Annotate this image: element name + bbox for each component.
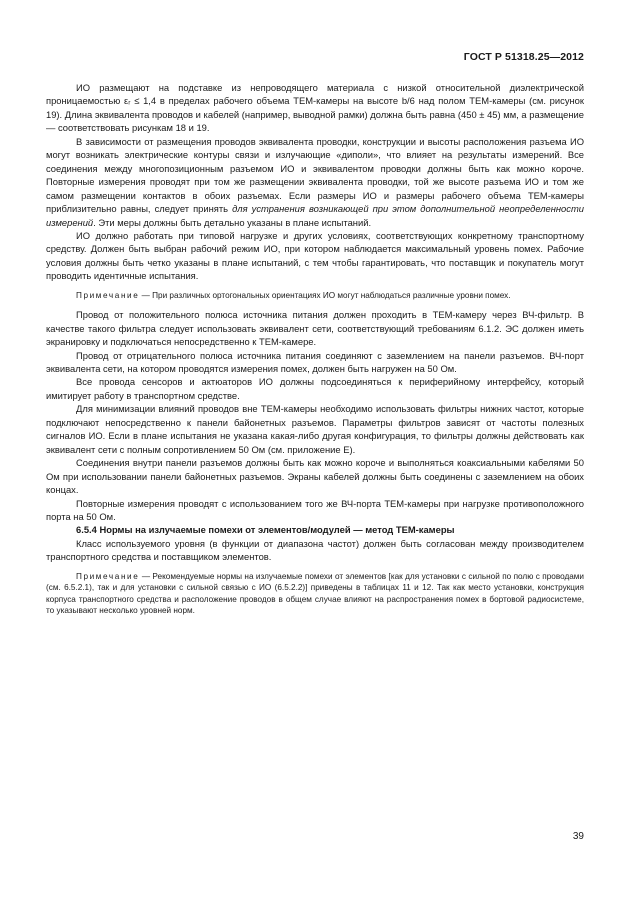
note-label: Примечание [76,290,140,300]
note [46,571,584,617]
page-body [46,81,584,616]
paragraph [46,135,584,229]
italic-emphasis: для устранения возникающей при этом дополнительной неопределенности измерений [46,203,584,228]
section-heading: 6.5.4 Нормы на излучаемые помехи от элементов/модулей — метод ТЕМ-камеры [76,524,455,536]
paragraph: Класс используемого уровня (в функции от диапазона частот) должен быть согласован между производителем транспортного средства и поставщиком элементов. [46,537,584,563]
paragraph: Провод от отрицательного полюса источника питания соединяют с заземлением на панели разъемов. ВЧ-порт эквивалента сети, на котором проводятся измерения помех, должен быть нагружен на 50 Ом. [46,349,584,375]
paragraph: Повторные измерения проводят с использованием того же ВЧ-порта ТЕМ-камеры при нагрузке противоположного порта на 50 Ом. [46,497,584,522]
paragraph: ИО должно работать при типовой нагрузке и других условиях, соответствующих конкретному транспортному средству. Должен быть выбран рабочий режим ИО, при котором наблюдается максимальный уровень помех. Рабочие условия должны быть четко указаны в плане испытаний, с тем чтобы гарантировать, что поставщик и покупатель могут проводить идентичные испытания. [46,229,584,282]
note-label: Примечание [76,571,140,581]
note-text: — Рекомендуемые нормы на излучаемые помехи от элементов [как для установки с сильной по полю с проводами (см. 6.5.2.1), так и для установки с сильной связью с ИО (6.5.2.2)] приведены в таблицах 11 и 12. Так как место установки, конструкция корпуса транспортного средства и расположение проводов в общем случае влияют на распространения помех в бортовой радиосистеме, то указывают несколько уровней норм. [46,571,584,616]
paragraph: ИО размещают на подставке из непроводящего материала с низкой относительной диэлектрической проницаемостью εᵣ ≤ 1,4 в пределах рабочего объема ТЕМ-камеры на высоте b/6 над полом ТЕМ-камеры (см. рисунок 19). Длина эквивалента проводов и кабелей (например, выводной рамки) должна быть равна (450 ± 45) мм, а размещение — соответствовать рисункам 18 и 19. [46,82,584,134]
paragraph-text: В зависимости от размещения проводов эквивалента проводки, конструкции и высоты расположения разъема ИО могут возникать электрические контуры связи и излучающие «диполи», что влияет на результаты измерений. Все соединения между многопозиционным разъемом ИО и эквивалентом проводки должны быть как можно короче. Повторные измерения проводят при том же размещении эквивалента проводки, той же высоте разъема ИО и том же самом размещении контактов в обоих разъемах. Если размеры ИО и размеры рабочего объема ТЕМ-камеры приблизительно равны, следует принять [46,135,584,215]
paragraph: Провод от положительного полюса источника питания должен проходить в ТЕМ-камеру через ВЧ-фильтр. В качестве такого фильтра следует использовать эквивалент сети, соответствующий требованиям 6.1.2. ЭС должен иметь экранировку и подключаться непосредственно к ТЕМ-камере. [46,309,584,348]
paragraph-text: . Эти меры должны быть детально указаны в плане испытаний. [93,216,372,228]
note-text: — При различных ортогональных ориентациях ИО могут наблюдаться различные уровни помех. [139,290,511,300]
paragraph: Соединения внутри панели разъемов должны быть как можно короче и выполняться коаксиальными кабелями 50 Ом при использовании панели байонетных разъемов. Экраны кабелей должны быть соединены с заземлением на обоих концах. [46,457,584,496]
note [46,290,584,301]
page-number: 39 [572,831,584,842]
paragraph: Все провода сенсоров и актюаторов ИО должны подсоединяться к периферийному интерфейсу, который имитирует работу в транспортном средстве. [46,376,584,401]
paragraph: Для минимизации влияний проводов вне ТЕМ-камеры необходимо использовать фильтры нижних частот, которые подключают непосредственно к панели байонетных разъемов. Параметры фильтров зависят от частоты полезных сигналов ИО. Если в плане испытания не указана какая-либо другая конфигурация, то фильтры должны действовать как эквивалент сети с полным сопротивлением 50 Ом (см. приложение Е). [46,403,584,455]
standard-designation: ГОСТ Р 51318.25—2012 [463,51,584,63]
